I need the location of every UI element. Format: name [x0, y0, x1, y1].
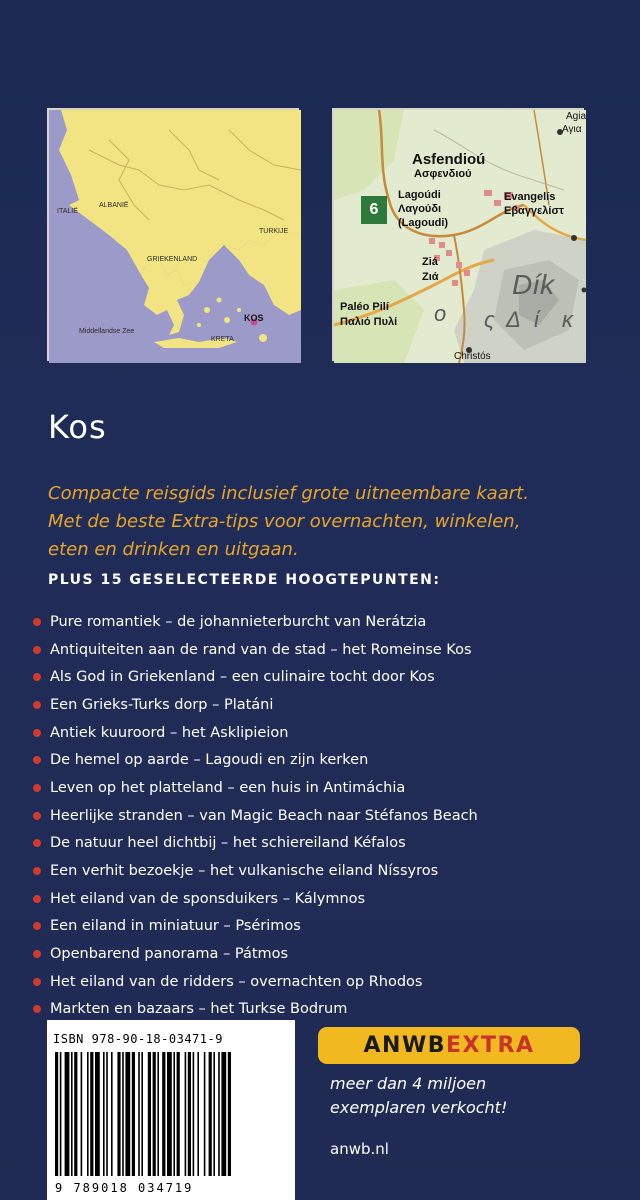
list-item: [33, 885, 478, 913]
barcode-bar: [228, 1052, 231, 1176]
list-item-text: Het eiland van de ridders – overnachten op Rhodos: [50, 973, 423, 990]
anwb-logo-extra: EXTRA: [446, 1033, 535, 1058]
list-item-text: Markten en bazaars – het Turkse Bodrum: [50, 1001, 348, 1018]
list-item-text: Heerlijke stranden – van Magic Beach naar Stéfanos Beach: [50, 807, 478, 824]
barcode-bar: [188, 1052, 191, 1176]
label-kos: KOS: [244, 313, 264, 323]
intro-line: Compacte reisgids inclusief grote uitneembare kaart.: [48, 483, 529, 504]
barcode-bar: [111, 1052, 113, 1176]
barcode-bar: [138, 1052, 140, 1176]
bullet-icon: [33, 922, 41, 930]
barcode-bar: [177, 1052, 180, 1176]
list-item: [33, 913, 478, 941]
barcode-bar: [55, 1052, 58, 1176]
barcode-bar: [173, 1052, 175, 1176]
barcode-bar: [204, 1052, 206, 1176]
bullet-icon: [33, 618, 41, 626]
bullet-icon: [33, 784, 41, 792]
label-omikron: ο: [434, 301, 447, 326]
bullet-icon: [33, 978, 41, 986]
list-item: [33, 802, 478, 830]
label-italie: ITALIË: [57, 208, 78, 215]
label-lagoudi-greek: Λαγούδι: [398, 203, 442, 215]
barcode-bar: [117, 1052, 120, 1176]
bullet-icon: [33, 812, 41, 820]
bullet-icon: [33, 673, 41, 681]
barcode-bar: [132, 1052, 135, 1176]
barcode-bar: [185, 1052, 187, 1176]
barcode-bar: [221, 1052, 226, 1176]
label-kappa: κ: [562, 307, 573, 332]
barcode-bar: [106, 1052, 108, 1176]
barcode-bar: [71, 1052, 73, 1176]
label-griekenland: GRIEKENLAND: [147, 256, 198, 263]
map-grid-number: 6: [361, 196, 387, 224]
anwb-logo-main: ANWB: [363, 1033, 446, 1058]
barcode-bar: [209, 1052, 212, 1176]
label-asfendiou-greek: Ασφενδιού: [414, 168, 472, 180]
detail-map: [332, 108, 587, 362]
barcode-bar: [141, 1052, 143, 1176]
list-item: [33, 719, 478, 747]
bullet-icon: [33, 1005, 41, 1013]
label-asfendiou: Asfendioú: [412, 151, 486, 168]
bullet-icon: [33, 701, 41, 709]
list-item-text: De hemel op aarde – Lagoudi en zijn kerken: [50, 752, 369, 769]
bullet-icon: [33, 646, 41, 654]
barcode-bar: [103, 1052, 105, 1176]
list-item: [33, 691, 478, 719]
label-dik: Dík: [512, 269, 554, 300]
website-link[interactable]: anwb.nl: [330, 1140, 389, 1158]
intro-line: eten en drinken en uitgaan.: [48, 539, 299, 560]
list-item-text: Het eiland van de sponsduikers – Kálymnos: [50, 890, 366, 907]
list-item: [33, 968, 478, 996]
list-item-text: Een verhit bezoekje – het vulkanische eiland Níssyros: [50, 863, 439, 880]
label-lagoudi: Lagoúdi: [398, 189, 441, 201]
barcode-bar: [157, 1052, 159, 1176]
list-item-text: Een Grieks-Turks dorp – Platáni: [50, 696, 274, 713]
bullet-icon: [33, 950, 41, 958]
list-item-text: Openbarend panorama – Pátmos: [50, 946, 289, 963]
barcode-bar: [197, 1052, 199, 1176]
barcode-bar: [148, 1052, 151, 1176]
barcode-bar: [122, 1052, 124, 1176]
intro-line: Met de beste Extra-tips voor overnachten, winkelen,: [48, 511, 521, 532]
barcode-bar: [60, 1052, 62, 1176]
label-albanie: ALBANIË: [99, 202, 129, 209]
label-turkije: TURKIJE: [259, 228, 289, 235]
list-item: [33, 636, 478, 664]
barcode-box: [47, 1020, 295, 1200]
barcode-bar: [90, 1052, 93, 1176]
sales-claim: [330, 1072, 507, 1120]
list-item-text: De natuur heel dichtbij – het schiereiland Kéfalos: [50, 835, 406, 852]
barcode-bar: [167, 1052, 172, 1176]
list-item-text: Een eiland in miniatuur – Psérimos: [50, 918, 301, 935]
label-agia-greek: Αγια: [562, 124, 582, 135]
barcode-bar: [125, 1052, 130, 1176]
bullet-icon: [33, 867, 41, 875]
barcode-bar: [65, 1052, 70, 1176]
list-item-text: Pure romantiek – de johannieterburcht van Nerátzia: [50, 613, 427, 630]
bullet-icon: [33, 729, 41, 737]
barcode-bar: [81, 1052, 83, 1176]
label-iota: ί: [534, 307, 539, 332]
label-zia-greek: Ζιά: [422, 271, 439, 283]
label-paleo-pili: Paléo Pilí: [340, 301, 389, 313]
list-item-text: Leven op het platteland – een huis in Antimáchia: [50, 779, 406, 796]
list-item: [33, 830, 478, 858]
barcode-bar: [162, 1052, 165, 1176]
list-item-text: Antiquiteiten aan de rand van de stad – het Romeinse Kos: [50, 641, 472, 658]
barcode-bar: [213, 1052, 215, 1176]
intro-text: [48, 480, 628, 564]
label-paleo-pili-greek: Παλιό Πυλί: [340, 316, 398, 328]
claim-line: meer dan 4 miljoen: [330, 1074, 487, 1093]
barcode-bar: [95, 1052, 100, 1176]
anwb-extra-logo: [318, 1027, 580, 1064]
label-christos: Christós: [454, 351, 491, 362]
barcode-bar: [218, 1052, 220, 1176]
book-title: Kos: [48, 408, 107, 446]
label-zia: Ziá: [422, 256, 438, 268]
highlights-list: [33, 608, 478, 1023]
list-item-text: Antiek kuuroord – het Asklipieion: [50, 724, 289, 741]
list-item: [33, 746, 478, 774]
highlights-heading: PLUS 15 GESELECTEERDE HOOGTEPUNTEN:: [48, 572, 441, 588]
list-item-text: Als God in Griekenland – een culinaire tocht door Kos: [50, 669, 435, 686]
isbn-text: ISBN 978-90-18-03471-9: [53, 1032, 223, 1046]
overview-map-graphic: [49, 110, 301, 363]
claim-line: exemplaren verkocht!: [330, 1098, 508, 1117]
barcode-bar: [74, 1052, 77, 1176]
list-item: [33, 608, 478, 636]
barcode-bar: [87, 1052, 89, 1176]
bullet-icon: [33, 756, 41, 764]
list-item: [33, 663, 478, 691]
barcode-bar: [193, 1052, 195, 1176]
label-middellandse-zee: Middellandse Zee: [79, 328, 135, 335]
barcode-digits: 9 789018 034719: [55, 1181, 194, 1195]
label-kreta: KRETA: [211, 336, 234, 343]
bullet-icon: [33, 839, 41, 847]
bullet-icon: [33, 895, 41, 903]
label-evangelis: Evangelís: [504, 191, 556, 203]
label-sigma: ς: [484, 307, 495, 332]
label-evangelis-greek: Εβαγγελίστ: [504, 205, 564, 217]
list-item: [33, 774, 478, 802]
barcode-bar: [153, 1052, 156, 1176]
list-item: [33, 857, 478, 885]
barcode-bars: [53, 1052, 289, 1178]
overview-map: [47, 108, 299, 361]
label-agia: Agia: [566, 111, 587, 122]
label-delta: Δ: [506, 307, 521, 332]
label-lagoudi-alt: (Lagoudi): [398, 217, 449, 229]
list-item: [33, 940, 478, 968]
